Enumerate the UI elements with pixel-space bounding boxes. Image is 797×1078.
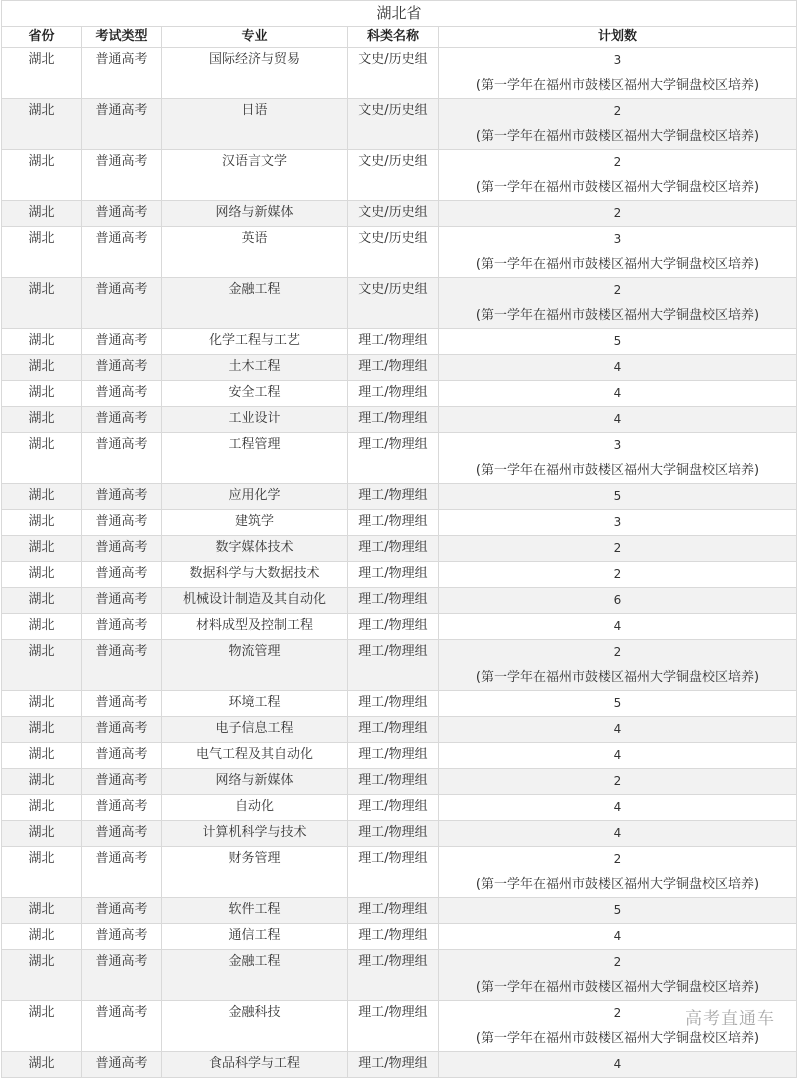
plan-count-cell: [439, 691, 797, 717]
major-cell: 数字媒体技术: [162, 536, 348, 562]
exam-type-cell: 普通高考: [82, 821, 162, 847]
table-row: [2, 691, 797, 717]
category-cell: 理工/物理组: [348, 433, 439, 484]
plan-count: 6: [613, 593, 622, 607]
campus-note: (第一学年在福州市鼓楼区福州大学铜盘校区培养): [475, 78, 760, 93]
province-cell: 湖北: [2, 898, 82, 924]
plan-count-cell: [439, 201, 797, 227]
major-cell: 英语: [162, 227, 348, 278]
plan-count-cell: [439, 278, 797, 329]
exam-type-cell: 普通高考: [82, 407, 162, 433]
exam-type-cell: 普通高考: [82, 1001, 162, 1052]
category-cell: 理工/物理组: [348, 588, 439, 614]
header-province: 省份: [2, 27, 82, 48]
exam-type-cell: 普通高考: [82, 614, 162, 640]
category-cell: 理工/物理组: [348, 924, 439, 950]
header-exam-type: 考试类型: [82, 27, 162, 48]
plan-count-cell: [439, 898, 797, 924]
province-cell: 湖北: [2, 48, 82, 99]
table-row: [2, 924, 797, 950]
province-cell: 湖北: [2, 433, 82, 484]
category-cell: 理工/物理组: [348, 614, 439, 640]
table-row: [2, 769, 797, 795]
province-cell: 湖北: [2, 329, 82, 355]
category-cell: 理工/物理组: [348, 1052, 439, 1078]
plan-count-cell: [439, 769, 797, 795]
province-cell: 湖北: [2, 717, 82, 743]
category-cell: 理工/物理组: [348, 769, 439, 795]
exam-type-cell: 普通高考: [82, 1052, 162, 1078]
plan-count: 3: [613, 438, 622, 452]
province-cell: 湖北: [2, 821, 82, 847]
exam-type-cell: 普通高考: [82, 950, 162, 1001]
major-cell: 网络与新媒体: [162, 201, 348, 227]
category-cell: 文史/历史组: [348, 278, 439, 329]
province-cell: 湖北: [2, 562, 82, 588]
exam-type-cell: 普通高考: [82, 278, 162, 329]
major-cell: 安全工程: [162, 381, 348, 407]
category-cell: 理工/物理组: [348, 562, 439, 588]
exam-type-cell: 普通高考: [82, 588, 162, 614]
table-row: [2, 355, 797, 381]
province-cell: 湖北: [2, 201, 82, 227]
category-cell: 文史/历史组: [348, 227, 439, 278]
plan-count: 3: [613, 53, 622, 67]
table-title: 湖北省: [2, 1, 797, 27]
category-cell: 理工/物理组: [348, 510, 439, 536]
plan-count-cell: [439, 795, 797, 821]
table-row: [2, 329, 797, 355]
table-row: [2, 950, 797, 1001]
category-cell: 理工/物理组: [348, 329, 439, 355]
exam-type-cell: 普通高考: [82, 150, 162, 201]
plan-count-cell: [439, 150, 797, 201]
major-cell: 金融工程: [162, 278, 348, 329]
plan-count: 4: [613, 360, 622, 374]
province-cell: 湖北: [2, 484, 82, 510]
plan-count-cell: [439, 48, 797, 99]
province-cell: 湖北: [2, 795, 82, 821]
plan-count-cell: [439, 743, 797, 769]
campus-note: (第一学年在福州市鼓楼区福州大学铜盘校区培养): [475, 980, 760, 995]
major-cell: 金融工程: [162, 950, 348, 1001]
plan-count: 2: [613, 567, 622, 581]
campus-note: (第一学年在福州市鼓楼区福州大学铜盘校区培养): [475, 1031, 760, 1046]
province-cell: 湖北: [2, 1052, 82, 1078]
enrollment-plan-table: [1, 0, 797, 1078]
table-row: [2, 898, 797, 924]
plan-count-cell: [439, 640, 797, 691]
category-cell: 理工/物理组: [348, 847, 439, 898]
plan-count: 4: [613, 929, 622, 943]
exam-type-cell: 普通高考: [82, 510, 162, 536]
exam-type-cell: 普通高考: [82, 227, 162, 278]
campus-note: (第一学年在福州市鼓楼区福州大学铜盘校区培养): [475, 308, 760, 323]
plan-count: 4: [613, 412, 622, 426]
major-cell: 软件工程: [162, 898, 348, 924]
plan-count-cell: [439, 484, 797, 510]
table-row: [2, 381, 797, 407]
table-row: [2, 743, 797, 769]
plan-count: 5: [613, 696, 622, 710]
header-plan-count: 计划数: [439, 27, 797, 48]
table-row: [2, 1001, 797, 1052]
category-cell: 理工/物理组: [348, 743, 439, 769]
category-cell: 理工/物理组: [348, 355, 439, 381]
province-cell: 湖北: [2, 769, 82, 795]
plan-count: 4: [613, 800, 622, 814]
plan-count: 3: [613, 232, 622, 246]
exam-type-cell: 普通高考: [82, 381, 162, 407]
major-cell: 建筑学: [162, 510, 348, 536]
header-category: 科类名称: [348, 27, 439, 48]
plan-count: 5: [613, 489, 622, 503]
major-cell: 财务管理: [162, 847, 348, 898]
province-cell: 湖北: [2, 407, 82, 433]
major-cell: 工业设计: [162, 407, 348, 433]
plan-count-cell: [439, 614, 797, 640]
major-cell: 化学工程与工艺: [162, 329, 348, 355]
major-cell: 材料成型及控制工程: [162, 614, 348, 640]
plan-count: 4: [613, 748, 622, 762]
exam-type-cell: 普通高考: [82, 433, 162, 484]
province-cell: 湖北: [2, 227, 82, 278]
table-row: [2, 484, 797, 510]
watermark: 高考直通车: [685, 1009, 775, 1029]
category-cell: 理工/物理组: [348, 1001, 439, 1052]
major-cell: 金融科技: [162, 1001, 348, 1052]
table-row: [2, 227, 797, 278]
campus-note: (第一学年在福州市鼓楼区福州大学铜盘校区培养): [475, 670, 760, 685]
major-cell: 通信工程: [162, 924, 348, 950]
plan-count: 5: [613, 334, 622, 348]
province-cell: 湖北: [2, 278, 82, 329]
plan-count: 2: [613, 104, 622, 118]
major-cell: 土木工程: [162, 355, 348, 381]
plan-count-cell: [439, 536, 797, 562]
category-cell: 理工/物理组: [348, 640, 439, 691]
plan-count-cell: [439, 1052, 797, 1078]
province-cell: 湖北: [2, 536, 82, 562]
campus-note: (第一学年在福州市鼓楼区福州大学铜盘校区培养): [475, 877, 760, 892]
category-cell: 理工/物理组: [348, 950, 439, 1001]
exam-type-cell: 普通高考: [82, 717, 162, 743]
plan-count: 4: [613, 826, 622, 840]
campus-note: (第一学年在福州市鼓楼区福州大学铜盘校区培养): [475, 180, 760, 195]
exam-type-cell: 普通高考: [82, 562, 162, 588]
plan-count: 3: [613, 515, 622, 529]
table-row: [2, 588, 797, 614]
exam-type-cell: 普通高考: [82, 769, 162, 795]
table-row: [2, 278, 797, 329]
exam-type-cell: 普通高考: [82, 48, 162, 99]
category-cell: 理工/物理组: [348, 691, 439, 717]
table-row: [2, 150, 797, 201]
exam-type-cell: 普通高考: [82, 536, 162, 562]
plan-count: 4: [613, 386, 622, 400]
plan-count: 4: [613, 619, 622, 633]
exam-type-cell: 普通高考: [82, 99, 162, 150]
plan-count: 2: [613, 1006, 622, 1020]
province-cell: 湖北: [2, 950, 82, 1001]
plan-count: 2: [613, 155, 622, 169]
province-cell: 湖北: [2, 640, 82, 691]
plan-count-cell: [439, 510, 797, 536]
category-cell: 文史/历史组: [348, 99, 439, 150]
plan-count-cell: [439, 433, 797, 484]
plan-count-cell: [439, 950, 797, 1001]
major-cell: 物流管理: [162, 640, 348, 691]
table-row: [2, 821, 797, 847]
province-cell: 湖北: [2, 381, 82, 407]
province-cell: 湖北: [2, 614, 82, 640]
table-row: [2, 536, 797, 562]
campus-note: (第一学年在福州市鼓楼区福州大学铜盘校区培养): [475, 257, 760, 272]
exam-type-cell: 普通高考: [82, 691, 162, 717]
plan-count-cell: [439, 588, 797, 614]
plan-count: 5: [613, 903, 622, 917]
category-cell: 理工/物理组: [348, 821, 439, 847]
major-cell: 国际经济与贸易: [162, 48, 348, 99]
exam-type-cell: 普通高考: [82, 329, 162, 355]
province-cell: 湖北: [2, 510, 82, 536]
plan-count-cell: [439, 381, 797, 407]
plan-count: 2: [613, 852, 622, 866]
plan-count-cell: [439, 562, 797, 588]
major-cell: 日语: [162, 99, 348, 150]
province-cell: 湖北: [2, 355, 82, 381]
major-cell: 应用化学: [162, 484, 348, 510]
major-cell: 电子信息工程: [162, 717, 348, 743]
category-cell: 理工/物理组: [348, 795, 439, 821]
plan-count-cell: [439, 847, 797, 898]
province-cell: 湖北: [2, 150, 82, 201]
major-cell: 机械设计制造及其自动化: [162, 588, 348, 614]
header-major: 专业: [162, 27, 348, 48]
major-cell: 食品科学与工程: [162, 1052, 348, 1078]
plan-count-cell: [439, 355, 797, 381]
province-cell: 湖北: [2, 99, 82, 150]
plan-count: 2: [613, 541, 622, 555]
table-row: [2, 640, 797, 691]
exam-type-cell: 普通高考: [82, 640, 162, 691]
province-cell: 湖北: [2, 847, 82, 898]
category-cell: 文史/历史组: [348, 201, 439, 227]
major-cell: 数据科学与大数据技术: [162, 562, 348, 588]
exam-type-cell: 普通高考: [82, 355, 162, 381]
plan-count-cell: [439, 227, 797, 278]
major-cell: 计算机科学与技术: [162, 821, 348, 847]
exam-type-cell: 普通高考: [82, 201, 162, 227]
table-row: [2, 99, 797, 150]
category-cell: 理工/物理组: [348, 484, 439, 510]
province-cell: 湖北: [2, 588, 82, 614]
table-row: [2, 717, 797, 743]
category-cell: 理工/物理组: [348, 381, 439, 407]
province-cell: 湖北: [2, 691, 82, 717]
plan-count: 2: [613, 774, 622, 788]
plan-count-cell: [439, 821, 797, 847]
plan-count: 2: [613, 645, 622, 659]
category-cell: 理工/物理组: [348, 536, 439, 562]
exam-type-cell: 普通高考: [82, 847, 162, 898]
plan-count-cell: [439, 407, 797, 433]
table-row: [2, 407, 797, 433]
exam-type-cell: 普通高考: [82, 743, 162, 769]
province-cell: 湖北: [2, 1001, 82, 1052]
table-row: [2, 48, 797, 99]
plan-count: 4: [613, 722, 622, 736]
plan-count: 4: [613, 1057, 622, 1071]
plan-count: 2: [613, 206, 622, 220]
exam-type-cell: 普通高考: [82, 898, 162, 924]
plan-count-cell: [439, 924, 797, 950]
category-cell: 文史/历史组: [348, 150, 439, 201]
campus-note: (第一学年在福州市鼓楼区福州大学铜盘校区培养): [475, 463, 760, 478]
major-cell: 自动化: [162, 795, 348, 821]
major-cell: 电气工程及其自动化: [162, 743, 348, 769]
table-row: [2, 614, 797, 640]
table-row: [2, 433, 797, 484]
plan-count-cell: [439, 329, 797, 355]
province-cell: 湖北: [2, 924, 82, 950]
table-row: [2, 562, 797, 588]
major-cell: 汉语言文学: [162, 150, 348, 201]
category-cell: 理工/物理组: [348, 717, 439, 743]
table-row: [2, 201, 797, 227]
category-cell: 文史/历史组: [348, 48, 439, 99]
category-cell: 理工/物理组: [348, 898, 439, 924]
major-cell: 工程管理: [162, 433, 348, 484]
exam-type-cell: 普通高考: [82, 924, 162, 950]
table-row: [2, 1052, 797, 1078]
major-cell: 环境工程: [162, 691, 348, 717]
plan-count: 2: [613, 283, 622, 297]
plan-count-cell: [439, 99, 797, 150]
exam-type-cell: 普通高考: [82, 484, 162, 510]
major-cell: 网络与新媒体: [162, 769, 348, 795]
category-cell: 理工/物理组: [348, 407, 439, 433]
table-row: [2, 847, 797, 898]
table-row: [2, 510, 797, 536]
table-row: [2, 795, 797, 821]
plan-count-cell: [439, 717, 797, 743]
province-cell: 湖北: [2, 743, 82, 769]
campus-note: (第一学年在福州市鼓楼区福州大学铜盘校区培养): [475, 129, 760, 144]
exam-type-cell: 普通高考: [82, 795, 162, 821]
plan-count: 2: [613, 955, 622, 969]
